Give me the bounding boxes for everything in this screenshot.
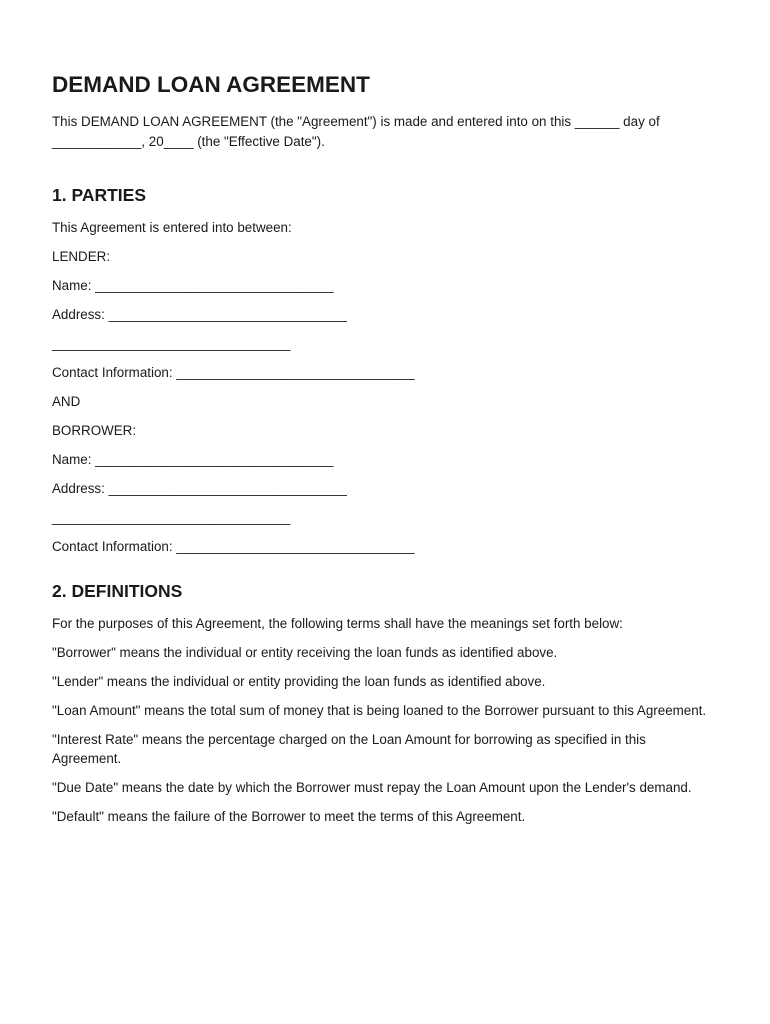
definition-item: "Lender" means the individual or entity providing the loan funds as identified above. bbox=[52, 673, 546, 689]
and-separator: AND bbox=[52, 394, 81, 409]
definition-item: "Loan Amount" means the total sum of money that is being loaned to the Borrower pursuant to this Agreement. bbox=[52, 702, 707, 718]
parties-lead: This Agreement is entered into between: bbox=[52, 220, 292, 235]
definitions-lead: For the purposes of this Agreement, the following terms shall have the meanings set forth below: bbox=[52, 615, 623, 631]
borrower-address-line-2: ________________________________ bbox=[52, 510, 291, 525]
borrower-address-field: Address: ________________________________ bbox=[52, 481, 347, 496]
definition-item: "Default" means the failure of the Borrower to meet the terms of this Agreement. bbox=[52, 809, 526, 824]
document-title: DEMAND LOAN AGREEMENT bbox=[52, 72, 370, 97]
lender-contact-field: Contact Information: ________________________________ bbox=[52, 365, 415, 380]
intro-paragraph: This DEMAND LOAN AGREEMENT (the "Agreement") is made and entered into on this ______ day of ____________, 20____ (the "Effective Date"). bbox=[52, 114, 660, 149]
definition-item: "Borrower" means the individual or entity receiving the loan funds as identified above. bbox=[52, 644, 558, 660]
document-page bbox=[52, 70, 718, 836]
definition-item: "Due Date" means the date by which the Borrower must repay the Loan Amount upon the Lender's demand. bbox=[52, 780, 692, 795]
definition-item: "Interest Rate" means the percentage charged on the Loan Amount for borrowing as specified in this Agreement. bbox=[52, 731, 646, 766]
lender-address-line-2: ________________________________ bbox=[52, 336, 291, 351]
lender-address-field: Address: ________________________________ bbox=[52, 307, 347, 322]
section-heading-definitions: 2. DEFINITIONS bbox=[52, 580, 183, 601]
lender-label: LENDER: bbox=[52, 249, 111, 264]
borrower-contact-field: Contact Information: ________________________________ bbox=[52, 539, 415, 554]
lender-name-field: Name: ________________________________ bbox=[52, 278, 334, 293]
borrower-label: BORROWER: bbox=[52, 423, 137, 438]
borrower-name-field: Name: ________________________________ bbox=[52, 452, 334, 467]
section-heading-parties: 1. PARTIES bbox=[52, 185, 147, 205]
